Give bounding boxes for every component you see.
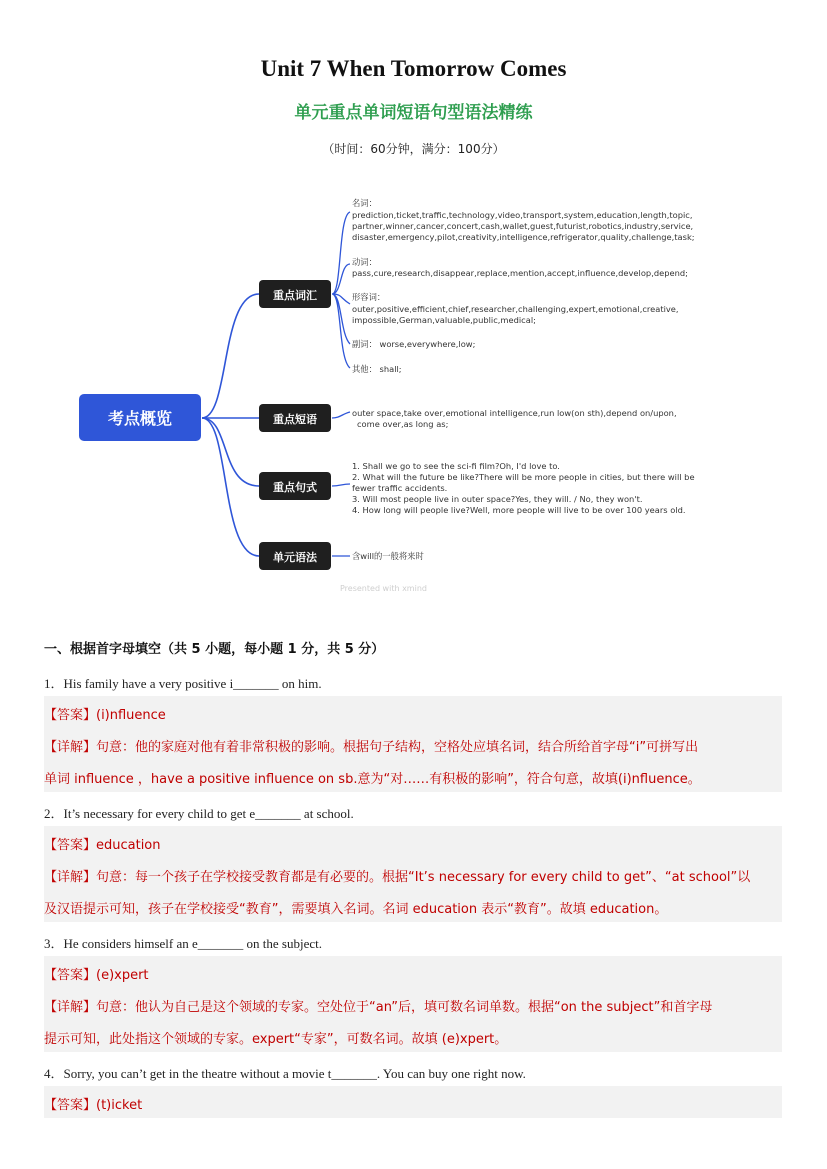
vocab-line: impossible,German,valuable,public,medical;: [352, 315, 536, 325]
answer-block-4: [44, 1086, 782, 1118]
time-info: （时间：60分钟，满分：100分）: [322, 142, 505, 156]
branch-label-sentences: 重点句式: [273, 481, 317, 494]
grammar-line: 含will的一般将来时: [352, 551, 424, 561]
question-2: 2．It’s necessary for every child to get e_______ at school.: [44, 806, 354, 821]
connector-grammar: [202, 418, 259, 556]
grammar-text: [352, 551, 424, 561]
branch-node-phrases: [259, 404, 331, 432]
page-title: Unit 7 When Tomorrow Comes: [260, 56, 567, 81]
answer-block-3: [44, 956, 782, 1052]
branch-node-grammar: [259, 542, 331, 570]
phrases-text: [352, 408, 677, 429]
question-1: 1．His family have a very positive i_______ on him.: [44, 676, 322, 691]
vocab-line: 名词：: [352, 198, 377, 208]
mindmap-brackets: [332, 212, 350, 556]
sentence-line: fewer traffic accidents.: [352, 483, 448, 493]
detail-3-line-1: 【详解】句意：他认为自己是这个领域的专家。空处位于“an”后，填可数名词单数。根据“on the subject”和首字母: [44, 1000, 713, 1015]
vocab-line: 副词： worse,everywhere,low;: [352, 339, 476, 349]
vocab-line: pass,cure,research,disappear,replace,mention,accept,influence,develop,depend;: [352, 268, 688, 278]
branch-label-phrases: 重点短语: [273, 413, 317, 426]
page-subtitle: 单元重点单词短语句型语法精练: [294, 103, 533, 123]
phrase-line: come over,as long as;: [357, 419, 449, 429]
vocab-line: 动词：: [352, 257, 377, 267]
branch-node-vocab: [259, 280, 331, 308]
answer-block-2: [44, 826, 782, 922]
detail-1-line-1: 【详解】句意：他的家庭对他有着非常积极的影响。根据句子结构，空格处应填名词，结合所给首字母“i”可拼写出: [44, 740, 699, 755]
sentence-line: 1. Shall we go to see the sci-fi film?Oh, I'd love to.: [352, 461, 560, 471]
vocab-line: 其他： shall;: [352, 364, 402, 374]
vocab-line: partner,winner,cancer,concert,cash,wallet,guest,futurist,robotics,industry,service,: [352, 221, 694, 231]
question-4: 4．Sorry, you can’t get in the theatre without a movie t_______. You can buy one right now.: [44, 1066, 526, 1081]
mindmap-connectors: [202, 294, 259, 556]
detail-3-line-2: 提示可知，此处指这个领域的专家。expert“专家”，可数名词。故填 (e)xpert。: [44, 1032, 508, 1047]
answer-3: 【答案】(e)xpert: [44, 968, 149, 983]
vocab-line: outer,positive,efficient,chief,researcher,challenging,expert,emotional,creative,: [352, 304, 679, 314]
phrase-line: outer space,take over,emotional intelligence,run low(on sth),depend on/upon,: [352, 408, 677, 418]
mindmap-watermark: Presented with xmind: [340, 584, 427, 593]
vocab-line: 形容词：: [352, 292, 386, 302]
answer-2: 【答案】education: [44, 838, 161, 853]
detail-2-line-1: 【详解】句意：每一个孩子在学校接受教育都是有必要的。根据“It’s necessary for every child to get”、“at school”以: [44, 870, 751, 885]
question-3: 3．He considers himself an e_______ on the subject.: [44, 936, 322, 951]
answer-1: 【答案】(i)nfluence: [44, 708, 166, 723]
detail-1-line-2: 单词 influence ，have a positive influence on sb.意为“对……有积极的影响”，符合句意，故填(i)nfluence。: [44, 772, 701, 787]
section-heading: 一、根据首字母填空（共 5 小题，每小题 1 分，共 5 分）: [44, 642, 385, 657]
sentence-line: 2. What will the future be like?There will be more people in cities, but there will be: [352, 472, 695, 482]
answer-block-1: [44, 696, 782, 792]
vocab-line: disaster,emergency,pilot,creativity,intelligence,refrigerator,quality,challenge,task;: [352, 232, 695, 242]
branch-label-grammar: 单元语法: [273, 551, 317, 564]
branch-node-sentences: [259, 472, 331, 500]
bracket-vocab: [332, 212, 350, 368]
branch-label-vocab: 重点词汇: [273, 289, 317, 302]
vocab-line: prediction,ticket,traffic,technology,video,transport,system,education,length,topic,: [352, 210, 693, 220]
root-label: 考点概览: [107, 409, 173, 428]
vocab-text: [352, 198, 695, 374]
detail-2-line-2: 及汉语提示可知，孩子在学校接受“教育”，需要填入名词。名词 education 表示“教育”。故填 education。: [44, 902, 668, 917]
mindmap-root: [79, 394, 201, 441]
connector-sentences: [202, 418, 259, 486]
sentence-line: 3. Will most people live in outer space?Yes, they will. / No, they won't.: [352, 494, 643, 504]
sentence-line: 4. How long will people live?Well, more people will live to be over 100 years old.: [352, 505, 686, 515]
connector-vocab: [202, 294, 259, 418]
sentences-text: [352, 461, 695, 515]
answer-4: 【答案】(t)icket: [44, 1098, 143, 1113]
mindmap: [70, 188, 710, 598]
